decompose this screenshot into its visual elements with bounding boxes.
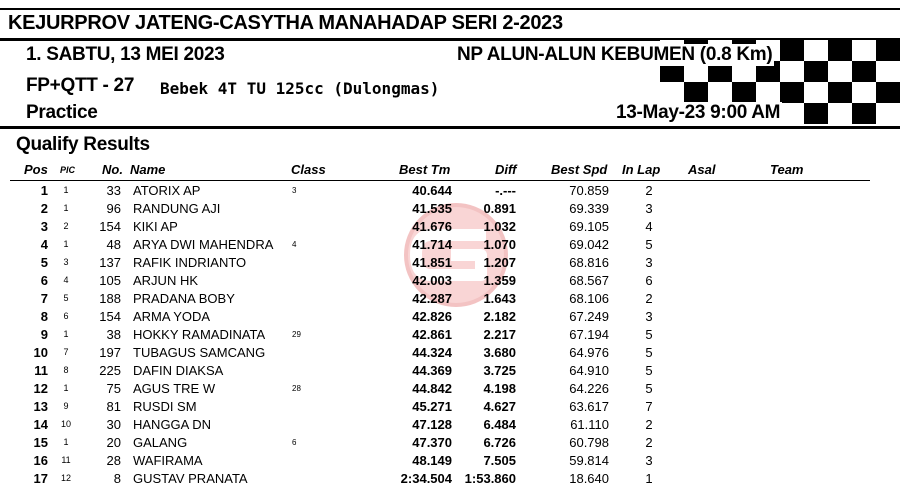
- result-best-time: 42.287: [412, 291, 452, 306]
- checker-cell: [876, 61, 900, 82]
- result-number: 197: [99, 345, 121, 360]
- result-in-lap: 2: [645, 291, 653, 306]
- result-pos: 4: [40, 237, 48, 252]
- checker-cell: [780, 61, 804, 82]
- result-best-time: 42.861: [412, 327, 452, 342]
- checker-cell: [660, 82, 684, 103]
- result-best-speed: 64.976: [569, 345, 609, 360]
- result-best-time: 41.714: [412, 237, 452, 252]
- result-best-speed: 67.194: [569, 327, 609, 342]
- result-diff: 4.627: [483, 399, 516, 414]
- result-pos: 8: [40, 309, 48, 324]
- table-row: [0, 434, 900, 452]
- result-diff: 6.484: [483, 417, 516, 432]
- result-diff: 3.680: [483, 345, 516, 360]
- checker-cell: [780, 82, 804, 103]
- result-pos: 5: [40, 255, 48, 270]
- result-pic: 7: [63, 347, 69, 357]
- result-number: 225: [99, 363, 121, 378]
- result-pic: 1: [63, 383, 69, 393]
- result-diff: 1.207: [483, 255, 516, 270]
- table-row: [0, 290, 900, 308]
- result-best-speed: 69.339: [569, 201, 609, 216]
- table-row: [0, 416, 900, 434]
- session-code: FP+QTT - 27: [26, 75, 135, 96]
- result-in-lap: 5: [645, 345, 653, 360]
- checker-cell: [876, 103, 900, 124]
- col-best-time: Best Tm: [399, 162, 451, 177]
- result-name: ATORIX AP: [133, 183, 201, 198]
- result-pos: 7: [40, 291, 48, 306]
- result-diff: 2.182: [483, 309, 516, 324]
- table-row: [0, 272, 900, 290]
- result-class: 29: [292, 330, 301, 339]
- result-number: 137: [99, 255, 121, 270]
- result-number: 154: [99, 309, 121, 324]
- table-row: [0, 380, 900, 398]
- result-pos: 10: [33, 345, 48, 360]
- event-date: 1. SABTU, 13 MEI 2023: [26, 44, 225, 65]
- result-best-time: 47.128: [412, 417, 452, 432]
- result-pos: 17: [33, 471, 48, 486]
- checker-cell: [756, 82, 780, 103]
- checker-cell: [852, 40, 876, 61]
- results-column-headers: [0, 162, 900, 180]
- result-in-lap: 5: [645, 327, 653, 342]
- checker-cell: [852, 103, 876, 124]
- table-row: [0, 218, 900, 236]
- result-best-time: 41.851: [412, 255, 452, 270]
- col-pic: PIC: [60, 165, 76, 175]
- results-table: [0, 182, 900, 488]
- result-best-time: 45.271: [412, 399, 452, 414]
- checker-cell: [708, 82, 732, 103]
- checker-cell: [804, 82, 828, 103]
- result-name: DAFIN DIAKSA: [133, 363, 224, 378]
- checker-cell: [876, 82, 900, 103]
- result-best-speed: 68.816: [569, 255, 609, 270]
- checker-cell: [828, 40, 852, 61]
- result-number: 38: [106, 327, 121, 342]
- result-best-speed: 68.567: [569, 273, 609, 288]
- result-in-lap: 3: [645, 453, 653, 468]
- result-number: 30: [106, 417, 121, 432]
- result-best-speed: 64.910: [569, 363, 609, 378]
- venue-label: NP ALUN-ALUN KEBUMEN (0.8 Km): [457, 44, 773, 65]
- table-row: [0, 182, 900, 200]
- result-pic: 12: [60, 473, 71, 483]
- result-number: 33: [106, 183, 121, 198]
- result-diff: 1.070: [483, 237, 516, 252]
- result-diff: 7.505: [483, 453, 516, 468]
- result-best-time: 42.826: [412, 309, 452, 324]
- result-diff: 1.032: [483, 219, 516, 234]
- checker-cell: [852, 82, 876, 103]
- result-diff: -.---: [495, 183, 516, 198]
- result-best-speed: 60.798: [569, 435, 609, 450]
- result-best-time: 48.149: [412, 453, 452, 468]
- top-border: [0, 0, 900, 10]
- result-number: 96: [106, 201, 121, 216]
- table-row: [0, 236, 900, 254]
- result-best-speed: 67.249: [569, 309, 609, 324]
- table-row: [0, 326, 900, 344]
- result-best-time: 42.003: [412, 273, 452, 288]
- checker-cell: [780, 40, 804, 61]
- checker-cell: [828, 61, 852, 82]
- result-pos: 13: [33, 399, 48, 414]
- result-pic: 1: [63, 203, 69, 213]
- result-best-time: 40.644: [412, 183, 452, 198]
- result-name: GUSTAV PRANATA: [133, 471, 248, 486]
- result-pic: 1: [63, 437, 69, 447]
- col-name: Name: [130, 162, 166, 177]
- result-name: TUBAGUS SAMCANG: [133, 345, 266, 360]
- result-diff: 1.643: [483, 291, 516, 306]
- result-number: 188: [99, 291, 121, 306]
- result-name: ARYA DWI MAHENDRA: [133, 237, 274, 252]
- col-asal: Asal: [688, 162, 716, 177]
- result-diff: 3.725: [483, 363, 516, 378]
- result-in-lap: 2: [645, 183, 653, 198]
- result-in-lap: 2: [645, 417, 653, 432]
- race-class: Bebek 4T TU 125cc (Dulongmas): [160, 79, 440, 98]
- result-pic: 11: [61, 455, 71, 465]
- result-number: 105: [99, 273, 121, 288]
- result-name: WAFIRAMA: [133, 453, 203, 468]
- result-pos: 2: [40, 201, 48, 216]
- session-type: Practice: [26, 102, 98, 123]
- result-in-lap: 4: [645, 219, 653, 234]
- col-pos: Pos: [24, 162, 48, 177]
- result-number: 8: [113, 471, 121, 486]
- result-best-time: 47.370: [412, 435, 452, 450]
- header-divider: [0, 126, 900, 129]
- checker-cell: [852, 61, 876, 82]
- result-pic: 6: [63, 311, 69, 321]
- result-number: 154: [99, 219, 121, 234]
- col-in-lap: In Lap: [622, 162, 661, 177]
- result-in-lap: 5: [645, 381, 653, 396]
- result-in-lap: 2: [645, 435, 653, 450]
- result-pos: 9: [40, 327, 48, 342]
- result-best-speed: 63.617: [569, 399, 609, 414]
- result-name: KIKI AP: [133, 219, 178, 234]
- result-diff: 6.726: [483, 435, 516, 450]
- result-best-speed: 59.814: [569, 453, 609, 468]
- table-row: [0, 362, 900, 380]
- result-number: 48: [106, 237, 121, 252]
- result-best-speed: 69.105: [569, 219, 609, 234]
- result-name: RUSDI SM: [133, 399, 197, 414]
- checker-cell: [828, 103, 852, 124]
- result-best-time: 44.369: [412, 363, 452, 378]
- result-best-time: 2:34.504: [400, 471, 452, 486]
- checker-cell: [804, 61, 828, 82]
- result-pos: 12: [33, 381, 48, 396]
- result-pos: 16: [33, 453, 48, 468]
- result-in-lap: 6: [645, 273, 653, 288]
- result-in-lap: 3: [645, 201, 653, 216]
- col-best-speed: Best Spd: [551, 162, 608, 177]
- result-best-time: 44.324: [412, 345, 452, 360]
- result-diff: 1.359: [483, 273, 516, 288]
- result-name: ARMA YODA: [133, 309, 211, 324]
- result-name: ARJUN HK: [133, 273, 199, 288]
- result-pos: 15: [33, 435, 48, 450]
- table-row: [0, 398, 900, 416]
- result-pic: 9: [63, 401, 69, 411]
- result-pos: 3: [40, 219, 48, 234]
- checker-cell: [780, 103, 804, 124]
- col-team: Team: [770, 162, 804, 177]
- result-pic: 1: [63, 239, 69, 249]
- checker-cell: [684, 82, 708, 103]
- result-pic: 3: [63, 257, 69, 267]
- result-in-lap: 1: [645, 471, 653, 486]
- checker-cell: [732, 82, 756, 103]
- result-diff: 4.198: [483, 381, 516, 396]
- result-in-lap: 3: [645, 255, 653, 270]
- session-datetime: 13-May-23 9:00 AM: [616, 102, 781, 123]
- result-pic: 5: [63, 293, 69, 303]
- result-number: 81: [106, 399, 121, 414]
- event-title: KEJURPROV JATENG-CASYTHA MANAHADAP SERI 2-2023: [8, 12, 563, 34]
- col-no: No.: [102, 162, 123, 177]
- result-pic: 8: [63, 365, 69, 375]
- column-header-divider: [10, 180, 870, 181]
- result-in-lap: 5: [645, 237, 653, 252]
- result-class: 4: [292, 240, 297, 249]
- result-best-speed: 69.042: [569, 237, 609, 252]
- checker-cell: [804, 103, 828, 124]
- table-row: [0, 254, 900, 272]
- result-best-time: 41.676: [412, 219, 452, 234]
- table-row: [0, 200, 900, 218]
- result-in-lap: 3: [645, 309, 653, 324]
- result-pic: 10: [60, 419, 71, 429]
- checker-cell: [828, 82, 852, 103]
- result-name: GALANG: [133, 435, 188, 450]
- result-in-lap: 5: [645, 363, 653, 378]
- result-best-speed: 70.859: [569, 183, 609, 198]
- result-best-time: 41.535: [412, 201, 452, 216]
- result-pos: 6: [40, 273, 48, 288]
- result-name: PRADANA BOBY: [133, 291, 235, 306]
- result-pic: 1: [63, 329, 69, 339]
- result-name: HOKKY RAMADINATA: [133, 327, 266, 342]
- result-pic: 1: [63, 185, 69, 195]
- result-best-time: 44.842: [412, 381, 452, 396]
- result-name: RANDUNG AJI: [133, 201, 221, 216]
- result-best-speed: 64.226: [569, 381, 609, 396]
- table-row: [0, 452, 900, 470]
- result-class: 28: [292, 384, 301, 393]
- result-name: HANGGA DN: [133, 417, 212, 432]
- result-class: 6: [292, 438, 297, 447]
- result-best-speed: 68.106: [569, 291, 609, 306]
- result-best-speed: 61.110: [570, 417, 609, 432]
- result-name: RAFIK INDRIANTO: [133, 255, 247, 270]
- result-pos: 1: [40, 183, 48, 198]
- result-number: 75: [106, 381, 121, 396]
- result-in-lap: 7: [645, 399, 653, 414]
- result-class: 3: [292, 186, 297, 195]
- result-number: 28: [106, 453, 121, 468]
- result-pos: 11: [34, 363, 48, 378]
- section-title: Qualify Results: [16, 134, 150, 155]
- result-best-speed: 18.640: [569, 471, 609, 486]
- table-row: [0, 470, 900, 488]
- result-diff: 0.891: [483, 201, 516, 216]
- table-row: [0, 344, 900, 362]
- result-number: 20: [106, 435, 121, 450]
- result-name: AGUS TRE W: [133, 381, 216, 396]
- checker-cell: [876, 40, 900, 61]
- checker-cell: [804, 40, 828, 61]
- result-pos: 14: [33, 417, 48, 432]
- result-pic: 4: [63, 275, 69, 285]
- col-class: Class: [291, 162, 326, 177]
- result-pic: 2: [63, 221, 69, 231]
- table-row: [0, 308, 900, 326]
- col-diff: Diff: [495, 162, 517, 177]
- result-diff: 1:53.860: [464, 471, 516, 486]
- result-diff: 2.217: [483, 327, 516, 342]
